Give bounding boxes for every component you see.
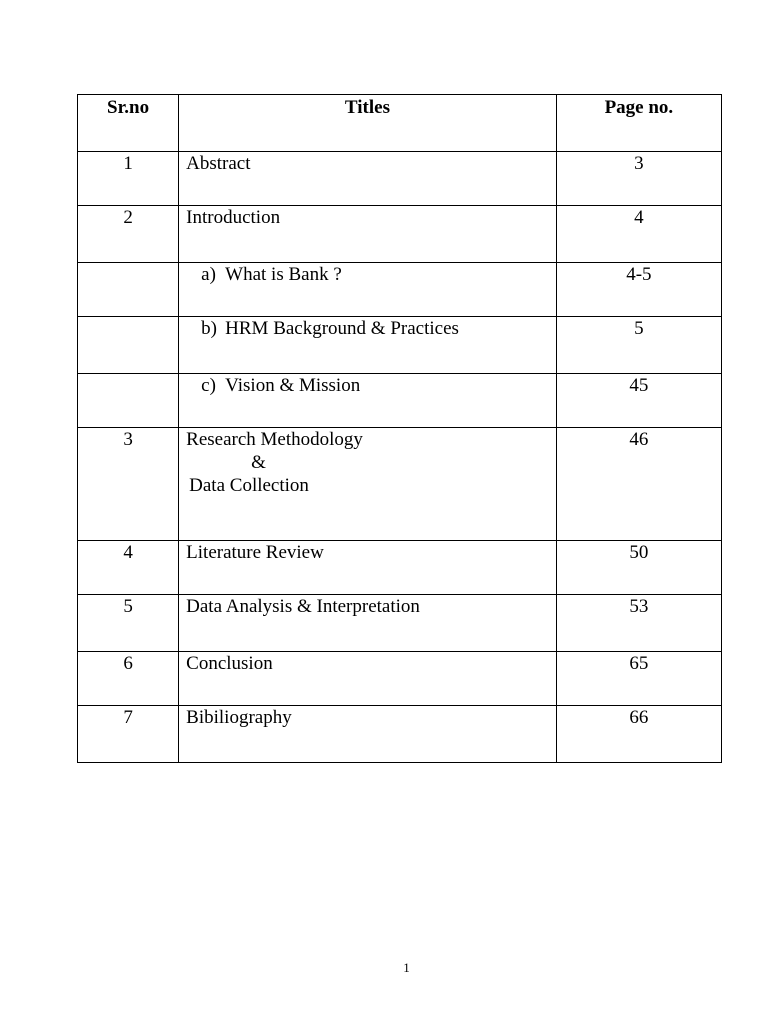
table-row xyxy=(78,541,722,595)
header-page-no: Page no. xyxy=(556,95,721,152)
sub-item-title: What is Bank ? xyxy=(225,264,342,285)
row-sr-no: 7 xyxy=(78,706,179,763)
sub-item-marker: a) xyxy=(201,264,216,285)
title-line: Research Methodology xyxy=(186,429,363,450)
table-row xyxy=(78,206,722,263)
row-sr-no: 5 xyxy=(78,595,179,652)
row-page-no: 4-5 xyxy=(556,263,721,317)
table-row xyxy=(78,263,722,317)
row-title xyxy=(179,317,557,374)
header-sr-no: Sr.no xyxy=(78,95,179,152)
title-line: Data Collection xyxy=(189,475,309,496)
sub-item-title: HRM Background & Practices xyxy=(225,318,459,339)
sub-item-marker: b) xyxy=(201,318,217,339)
table-row xyxy=(78,652,722,706)
row-title: Introduction xyxy=(179,206,557,263)
row-page-no: 46 xyxy=(556,428,721,541)
row-sr-no xyxy=(78,263,179,317)
table-row xyxy=(78,706,722,763)
row-sr-no: 4 xyxy=(78,541,179,595)
header-row xyxy=(78,95,722,152)
row-sr-no xyxy=(78,374,179,428)
title-line: & xyxy=(251,452,266,473)
table-of-contents xyxy=(77,94,722,763)
sub-item-marker: c) xyxy=(201,375,216,396)
row-sr-no: 1 xyxy=(78,152,179,206)
header-titles: Titles xyxy=(179,95,557,152)
table-row xyxy=(78,595,722,652)
row-page-no: 5 xyxy=(556,317,721,374)
row-page-no: 53 xyxy=(556,595,721,652)
row-sr-no: 2 xyxy=(78,206,179,263)
table-row xyxy=(78,317,722,374)
row-title: Abstract xyxy=(179,152,557,206)
row-sr-no xyxy=(78,317,179,374)
row-page-no: 65 xyxy=(556,652,721,706)
row-title xyxy=(179,428,557,541)
row-page-no: 50 xyxy=(556,541,721,595)
row-title xyxy=(179,374,557,428)
sub-item-title: Vision & Mission xyxy=(225,375,361,396)
row-sr-no: 6 xyxy=(78,652,179,706)
table-row xyxy=(78,428,722,541)
row-sr-no: 3 xyxy=(78,428,179,541)
row-page-no: 3 xyxy=(556,152,721,206)
row-title: Bibiliography xyxy=(179,706,557,763)
row-page-no: 4 xyxy=(556,206,721,263)
page-number: 1 xyxy=(403,960,410,975)
table-row xyxy=(78,152,722,206)
row-page-no: 66 xyxy=(556,706,721,763)
row-title: Data Analysis & Interpretation xyxy=(179,595,557,652)
row-title: Conclusion xyxy=(179,652,557,706)
table-row xyxy=(78,374,722,428)
row-title: Literature Review xyxy=(179,541,557,595)
row-title xyxy=(179,263,557,317)
row-page-no: 45 xyxy=(556,374,721,428)
